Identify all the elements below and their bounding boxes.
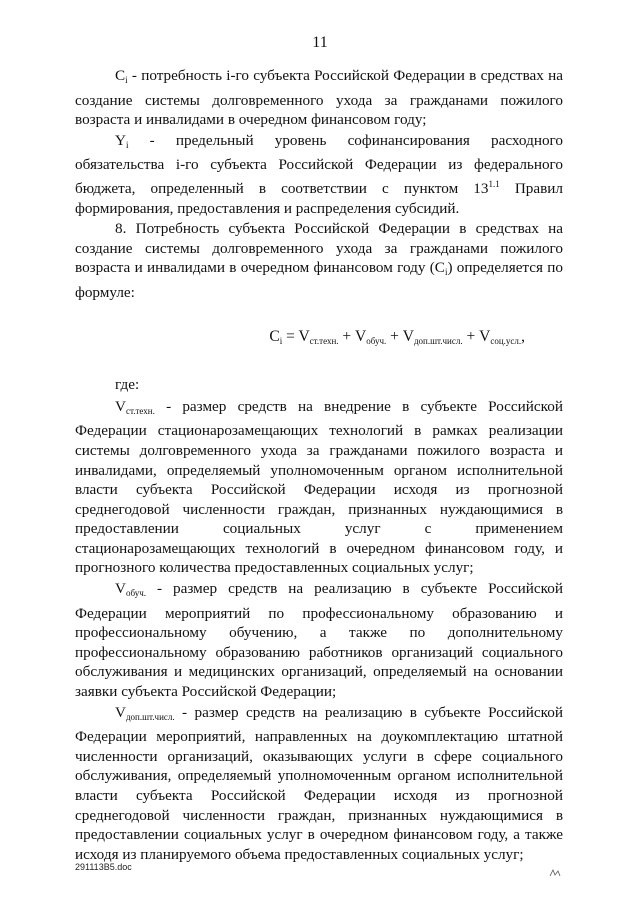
formula-plus-1: + xyxy=(338,327,356,345)
footer-filename: 291113В5.doc xyxy=(75,862,132,872)
paragraph-8-text-end: ) определяется по формуле: xyxy=(75,259,563,301)
paragraph-8 xyxy=(75,219,563,302)
formula-plus-2: + xyxy=(386,327,403,345)
initials-mark xyxy=(548,868,562,878)
symbol-c-sub: i xyxy=(125,75,128,85)
definition-v-obuch xyxy=(75,579,563,702)
definition-v-dop-sht xyxy=(75,703,563,865)
page-number: 11 xyxy=(312,34,328,51)
symbol-y-sub: i xyxy=(125,139,129,150)
definition-y-text-end: Правил формирования, предоставления и распределения субсидий. xyxy=(75,179,564,217)
formula-term-1: V xyxy=(298,327,310,345)
definition-v2-text: - размер средств на реализацию в субъекте Российской Федерации мероприятий по профессиональному образованию и профессиональному обучению, а также по дополнительному профессиональному образованию работников организаций социального обслуживания и медицинских организаций, определяемый на основании заявки субъекта Российской Федерации; xyxy=(75,580,563,701)
formula-term-4: V xyxy=(479,327,491,345)
formula-plus-3: + xyxy=(462,327,480,345)
document-body xyxy=(75,66,563,864)
definition-y-text: - предельный уровень софинансирования расходного обязательства i-го субъекта Российской Федерации из федерального бюджета, определенный в соответствии с пунктом 13 xyxy=(75,131,563,197)
definition-c xyxy=(75,66,563,130)
symbol-c: C xyxy=(115,67,126,84)
symbol-v2-sub: обуч. xyxy=(125,588,146,599)
definition-v3-text: - размер средств на реализацию в субъекте Российской Федерации мероприятий, направленных на доукомплектацию штатной численности организаций, оказывающих услуги в сфере социального обслуживания, определяемый уполномоченным органом исполнительной власти субъекта Российской Федерации исходя из прогнозной среднегодовой численности граждан, признанных нуждающимися в предоставлении социальных услуг в очередном финансовом году, а также исходя из планируемого объема предоставленных социальных услуг; xyxy=(75,703,563,863)
formula-tail: , xyxy=(521,327,525,345)
definition-c-text: - потребность i-го субъекта Российской Федерации в средствах на создание системы долговременного ухода за гражданами пожилого возраста и инвалидами в очередном финансовом году; xyxy=(75,67,563,129)
formula-term-2: V xyxy=(355,327,367,345)
where-label: где: xyxy=(115,376,140,394)
formula-lhs: C xyxy=(269,327,280,345)
formula-term-2-sub: обуч. xyxy=(366,335,387,346)
formula-lhs-sub: i xyxy=(279,335,283,346)
formula-term-4-sub: соц.усл. xyxy=(490,335,522,346)
definition-y xyxy=(75,131,563,218)
paragraph-8-text: 8. Потребность субъекта Российской Федерации в средствах на создание системы долговременного ухода за гражданами пожилого возраста и инвалидами в очередном финансовом году (C xyxy=(75,220,563,277)
formula-term-1-sub: ст.техн. xyxy=(309,335,339,346)
definition-v-st-tekhn xyxy=(75,397,563,578)
symbol-v3-sub: доп.шт.числ. xyxy=(125,711,175,722)
paragraph-ref-sup: 1.1 xyxy=(488,178,500,189)
symbol-y: Y xyxy=(115,131,126,149)
formula-eq: = xyxy=(282,327,299,345)
symbol-v3: V xyxy=(115,703,126,721)
symbol-v1: V xyxy=(115,397,126,415)
formula-term-3: V xyxy=(402,327,414,345)
symbol-v1-sub: ст.техн. xyxy=(125,405,155,416)
formula-term-3-sub: доп.шт.числ. xyxy=(413,335,463,346)
symbol-v2: V xyxy=(115,580,126,598)
formula xyxy=(75,327,563,352)
definition-v1-text: - размер средств на внедрение в субъекте Российской Федерации стационарозамещающих технологий в рамках реализации системы долговременного ухода за гражданами пожилого возраста и инвалидами, определяемый уполномоченным органом исполнительной власти субъекта Российской Федерации исходя из прогнозной среднегодовой численности граждан, признанных нуждающимися в предоставлении социальных услуг с применением стационарозамещающих технологий в очередном финансовом году, и прогнозного количества предоставленных социальных услуг; xyxy=(75,397,563,577)
paragraph-8-sub: i xyxy=(444,267,448,278)
